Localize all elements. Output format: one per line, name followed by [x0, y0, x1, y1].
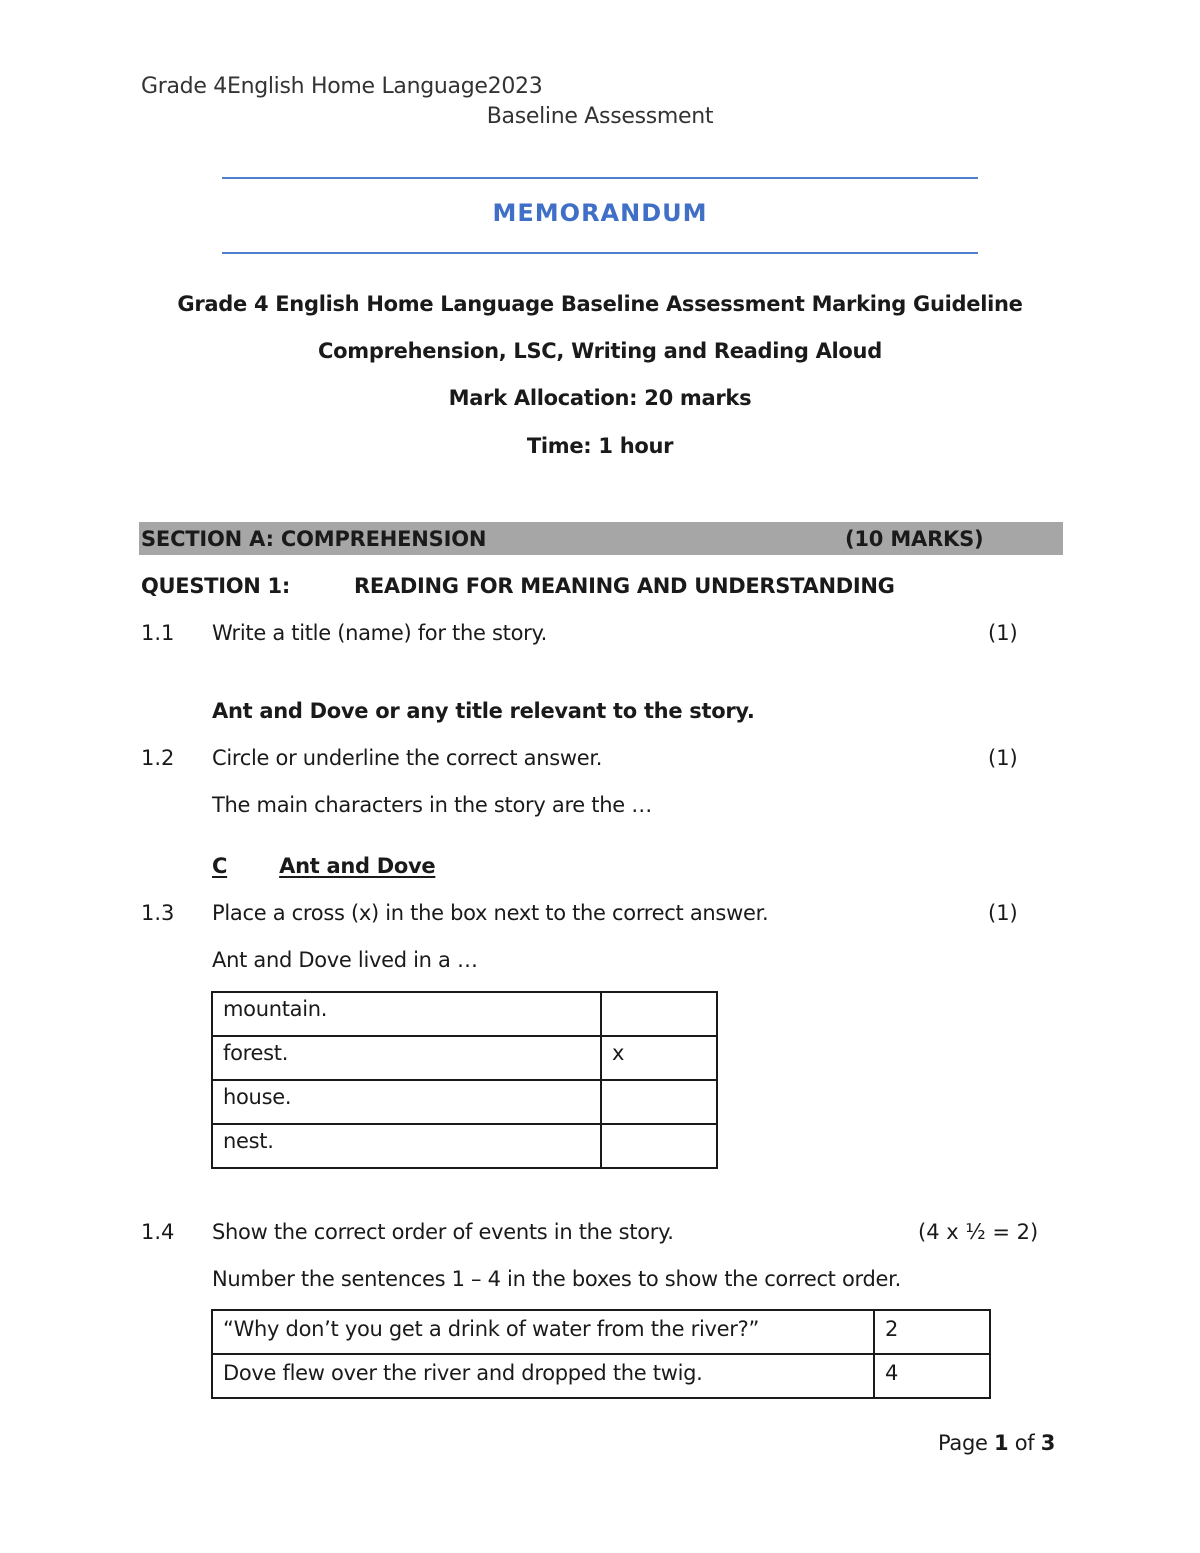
q1-2-prompt: The main characters in the story are the … — [212, 793, 652, 817]
q1-1-text: Write a title (name) for the story. — [212, 621, 547, 645]
q1-3-mark: (1) — [988, 901, 1018, 925]
q1-4-mark: (4 x ½ = 2) — [918, 1220, 1039, 1244]
event-order-box: 4 — [874, 1354, 990, 1398]
q1-2-answer — [212, 854, 440, 878]
q1-2-mark: (1) — [988, 746, 1018, 770]
table-row — [212, 1080, 717, 1124]
q1-3-text: Place a cross (x) in the box next to the correct answer. — [212, 901, 769, 925]
page-word: Page — [938, 1431, 995, 1455]
option-label: house. — [212, 1080, 601, 1124]
event-sentence: “Why don’t you get a drink of water from the river?” — [212, 1310, 874, 1354]
q1-1-answer: Ant and Dove or any title relevant to the story. — [212, 699, 755, 723]
memorandum-title: MEMORANDUM — [492, 199, 708, 227]
guideline-subtitle: Comprehension, LSC, Writing and Reading Aloud — [318, 339, 882, 363]
mark-allocation: Mark Allocation: 20 marks — [448, 386, 752, 410]
question-1-title: READING FOR MEANING AND UNDERSTANDING — [354, 574, 895, 598]
q1-1-mark: (1) — [988, 621, 1018, 645]
q1-3-number: 1.3 — [141, 901, 175, 925]
page-number — [938, 1431, 1055, 1455]
header-line-2: Baseline Assessment — [486, 104, 714, 129]
table-row — [212, 1354, 990, 1398]
event-order-box: 2 — [874, 1310, 990, 1354]
top-rule — [222, 177, 978, 179]
q1-4-prompt: Number the sentences 1 – 4 in the boxes to show the correct order. — [212, 1267, 901, 1291]
table-row — [212, 992, 717, 1036]
q1-2-answer-text: Ant and Dove — [279, 854, 436, 878]
header-line-1: Grade 4English Home Language2023 — [141, 74, 543, 99]
q1-4-text: Show the correct order of events in the story. — [212, 1220, 674, 1244]
option-mark-box — [601, 992, 717, 1036]
of-word: of — [1008, 1431, 1041, 1455]
page-current: 1 — [994, 1431, 1009, 1455]
q1-1-number: 1.1 — [141, 621, 175, 645]
option-mark-box — [601, 1080, 717, 1124]
table-row — [212, 1036, 717, 1080]
option-label: mountain. — [212, 992, 601, 1036]
event-sentence: Dove flew over the river and dropped the twig. — [212, 1354, 874, 1398]
question-1-label: QUESTION 1: — [141, 574, 290, 598]
q1-3-options-table — [211, 991, 718, 1169]
table-row — [212, 1310, 990, 1354]
option-label: nest. — [212, 1124, 601, 1168]
page-total: 3 — [1040, 1431, 1056, 1455]
bottom-rule — [222, 252, 978, 254]
q1-2-number: 1.2 — [141, 746, 175, 770]
option-label: forest. — [212, 1036, 601, 1080]
q1-2-text: Circle or underline the correct answer. — [212, 746, 603, 770]
section-a-bar — [139, 522, 1063, 555]
time-allocation: Time: 1 hour — [526, 434, 674, 458]
option-mark-box — [601, 1124, 717, 1168]
section-a-label: SECTION A: COMPREHENSION — [141, 527, 487, 551]
guideline-title: Grade 4 English Home Language Baseline Assessment Marking Guideline — [177, 292, 1023, 316]
q1-3-prompt: Ant and Dove lived in a … — [212, 948, 478, 972]
section-a-marks: (10 MARKS) — [845, 527, 984, 551]
q1-4-order-table — [211, 1309, 991, 1399]
option-mark-box: x — [601, 1036, 717, 1080]
table-row — [212, 1124, 717, 1168]
q1-4-number: 1.4 — [141, 1220, 175, 1244]
q1-2-answer-letter: C — [212, 854, 228, 878]
